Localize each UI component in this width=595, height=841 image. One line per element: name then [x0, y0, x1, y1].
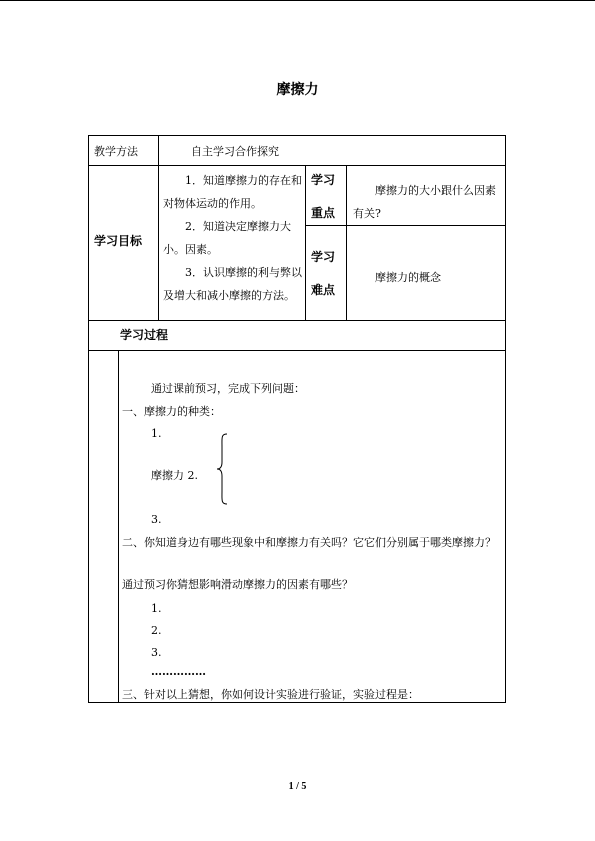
difficulty-label: 学习 — [311, 250, 336, 264]
type-item-3: 3. — [151, 513, 162, 526]
left-brace-icon — [215, 433, 229, 505]
method-label: 教学方法 — [94, 145, 138, 158]
difficulty-label: 难点 — [311, 283, 336, 297]
page-number: 1 / 5 — [288, 781, 307, 792]
row-divider — [89, 320, 505, 321]
process-label: 学习过程 — [120, 328, 169, 342]
question-2: 二、你知道身边有哪些现象中和摩擦力有关吗？它它们分别属于哪类摩擦力？ — [122, 536, 496, 549]
row-divider — [89, 165, 505, 166]
question-1: 一、摩擦力的种类： — [122, 405, 221, 418]
goal-item: 3．认识摩擦的利与弊以及增大和减小摩擦的方法。 — [163, 266, 302, 302]
question-4: 三、针对以上猜想，你如何设计实验进行验证，实验过程是： — [122, 688, 419, 701]
type-item-1: 1. — [151, 427, 162, 440]
goal-item: 2．知道决定摩擦力大小。因素。 — [163, 220, 291, 256]
row-divider — [89, 350, 505, 351]
top-rule — [0, 0, 595, 1]
col-divider — [305, 165, 306, 320]
friction-type-label: 摩擦力 2. — [151, 469, 198, 482]
goal-item: 1．知道摩擦力的存在和对物体运动的作用。 — [163, 174, 302, 210]
page-title: 摩擦力 — [276, 82, 319, 98]
col-divider — [158, 165, 159, 320]
method-value: 自主学习合作探究 — [191, 145, 279, 158]
ellipsis: …………… — [151, 665, 206, 678]
col-divider — [346, 165, 347, 320]
key-label: 重点 — [311, 206, 336, 220]
factor-item-2: 2. — [151, 624, 162, 637]
factor-item-1: 1. — [151, 602, 162, 615]
factor-item-3: 3. — [151, 646, 162, 659]
col-divider — [158, 136, 159, 165]
key-value: 摩擦力的大小跟什么因素有关? — [353, 184, 496, 220]
intro-text: 通过课前预习，完成下列问题： — [151, 382, 305, 395]
col-divider — [118, 350, 119, 702]
key-label: 学习 — [311, 173, 336, 187]
row-divider — [305, 225, 505, 226]
lesson-table — [88, 135, 506, 703]
question-3: 通过预习你猜想影响滑动摩擦力的因素有哪些？ — [122, 578, 353, 591]
difficulty-value: 摩擦力的概念 — [375, 271, 441, 284]
goals-label: 学习目标 — [94, 234, 143, 248]
